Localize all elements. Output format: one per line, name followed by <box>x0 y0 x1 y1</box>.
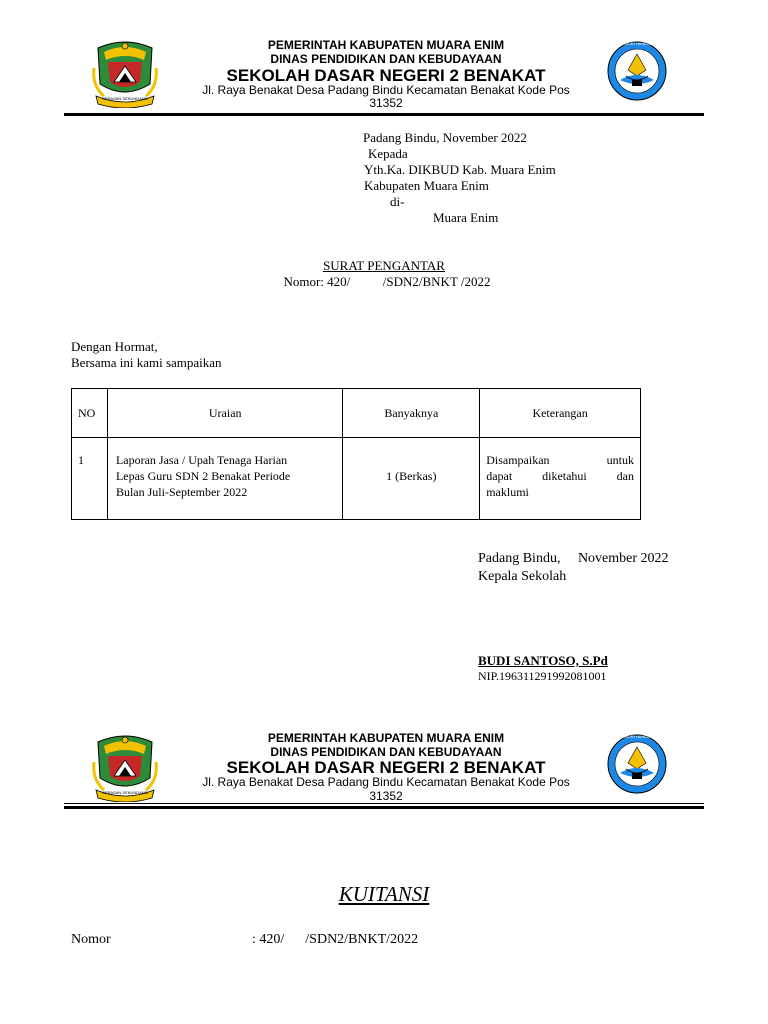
school-address-line2: 31352 <box>369 96 403 110</box>
cell-banyaknya: 1 (Berkas) <box>343 438 480 520</box>
greeting: Dengan Hormat, <box>71 339 158 354</box>
signature-nip: NIP.196311291992081001 <box>478 669 607 683</box>
column-header-banyaknya: Banyaknya <box>343 389 480 438</box>
keterangan-line: dapat diketahui dan <box>486 469 634 483</box>
school-name: SEKOLAH DASAR NEGERI 2 BENAKAT <box>226 758 546 777</box>
right-logo-banner: TUT WURI HANDAYANI <box>615 41 659 46</box>
letterhead-rule-thin <box>64 803 704 804</box>
receipt-number-value: : 420/ /SDN2/BNKT/2022 <box>252 932 419 947</box>
department-name: DINAS PENDIDIKAN DAN KEBUDAYAAN <box>270 745 502 759</box>
tut-wuri-handayani-icon <box>606 40 668 102</box>
column-header-no: NO <box>72 389 108 438</box>
keterangan-line: maklumi <box>486 485 529 499</box>
letterhead-rule <box>64 113 704 116</box>
signature-position: Kepala Sekolah <box>478 569 567 584</box>
recipient-name: Yth.Ka. DIKBUD Kab. Muara Enim <box>364 162 556 177</box>
cell-uraian <box>107 438 343 520</box>
column-header-uraian: Uraian <box>107 389 343 438</box>
signature-place-date: Padang Bindu, November 2022 <box>478 551 669 566</box>
school-name: SEKOLAH DASAR NEGERI 2 BENAKAT <box>226 66 546 85</box>
cell-no: 1 <box>72 438 108 520</box>
tut-wuri-handayani-icon <box>606 733 668 795</box>
keterangan-line: Disampaikan untuk <box>486 453 634 467</box>
uraian-line: Bulan Juli-September 2022 <box>115 485 248 499</box>
receipt-number-label: Nomor <box>71 932 111 947</box>
cell-keterangan <box>480 438 641 520</box>
signature-name: BUDI SANTOSO, S.Pd <box>478 653 608 668</box>
school-address-line1: Jl. Raya Benakat Desa Padang Bindu Kecamatan Benakat Kode Pos <box>202 775 570 789</box>
letter-number: Nomor: 420/ /SDN2/BNKT /2022 <box>283 274 491 289</box>
table-header-row <box>72 389 641 438</box>
recipient-city: Muara Enim <box>433 210 499 225</box>
items-table <box>71 388 641 520</box>
school-address-line2: 31352 <box>369 789 403 803</box>
letter-place-date: Padang Bindu, November 2022 <box>363 130 527 145</box>
right-logo-banner: TUT WURI HANDAYANI <box>615 734 659 739</box>
recipient-region: Kabupaten Muara Enim <box>364 178 489 193</box>
department-name: DINAS PENDIDIKAN DAN KEBUDAYAAN <box>270 52 502 66</box>
table-row <box>72 438 641 520</box>
uraian-line: Laporan Jasa / Upah Tenaga Harian <box>115 453 288 467</box>
recipient-di: di- <box>390 194 405 209</box>
government-name: PEMERINTAH KABUPATEN MUARA ENIM <box>267 38 505 52</box>
left-logo-banner: SERASAN SEKUNDANG <box>102 790 148 795</box>
intro-text: Bersama ini kami sampaikan <box>71 355 222 370</box>
letter-title: SURAT PENGANTAR <box>323 258 445 273</box>
school-address-line1: Jl. Raya Benakat Desa Padang Bindu Kecamatan Benakat Kode Pos <box>202 83 570 97</box>
recipient-to-label: Kepada <box>368 146 408 161</box>
letterhead-rule <box>64 806 704 809</box>
receipt-title: KUITANSI <box>338 882 430 906</box>
uraian-line: Lepas Guru SDN 2 Benakat Periode <box>115 469 291 483</box>
left-logo-banner: SERASAN SEKUNDANG <box>102 96 148 101</box>
column-header-keterangan: Keterangan <box>480 389 641 438</box>
government-name: PEMERINTAH KABUPATEN MUARA ENIM <box>267 731 505 745</box>
